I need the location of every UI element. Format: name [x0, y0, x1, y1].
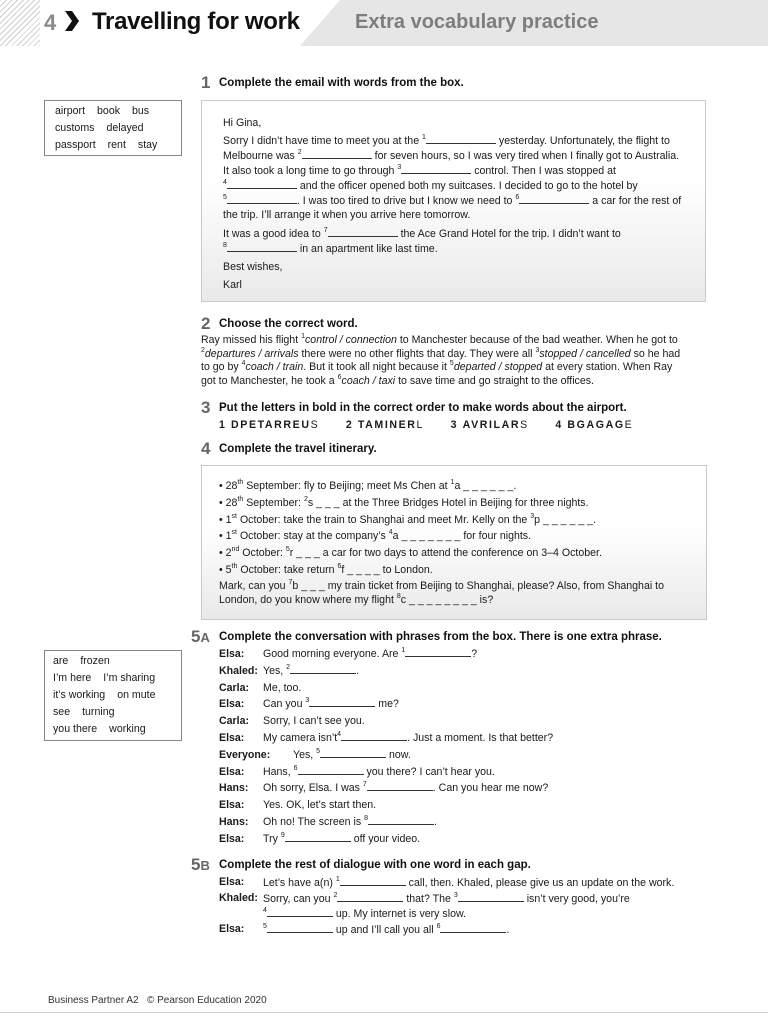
exercise-1-number: 1 [201, 73, 211, 92]
dialogue-5a [219, 646, 699, 848]
gap[interactable] [368, 814, 434, 825]
gap[interactable] [341, 730, 407, 741]
speaker: Elsa: [219, 698, 245, 711]
section-title: Extra vocabulary practice [355, 11, 599, 33]
speaker: Everyone: [219, 748, 271, 761]
speaker: Carla: [219, 681, 250, 694]
dialogue-line: Khaled: Yes, $^2$ . [219, 663, 699, 680]
gap[interactable] [401, 163, 471, 174]
email-text: Hi Gina, Sorry I didn’t have time to meet you at the $^1$ yesterday. Unfortunately, the flight to Melbourne was $^2$ for seven hours, so I was very tired when I finally got to Australia. It also took a long time to go through $^3$ control. Then I was stopped at $^4$ and the officer opened both my suitcases. I decided to go to the hotel by $^5$ . I was too tired to drive but I know we need to $^6$ a car for the rest of the trip. I’ll arrange it when you arrive here tomorrow. It was a good idea to $^7$ the Ace Grand Hotel for the trip. I didn’t want to $^8$ in an apartment like last time. Best wishes, Karl [223, 117, 682, 291]
gap[interactable] [267, 922, 333, 933]
footer: Business Partner A2 © Pearson Education 2020 [48, 995, 267, 1006]
exercise-5a-number: 5A [191, 627, 210, 646]
dialogue-line: Elsa: My camera $isn’t^4$ . Just a moment. Is that better? [219, 730, 699, 747]
gap[interactable] [227, 193, 297, 204]
dialogue-line: Elsa: Can you $^3$ me? [219, 696, 699, 713]
speaker: Hans: [219, 782, 249, 795]
speaker: Khaled: [219, 664, 258, 677]
dialogue-line: Elsa: Good morning everyone. Are $^1$ ? [219, 646, 699, 663]
dialogue-line: Everyone: Yes, $^5$ now. [219, 747, 699, 764]
gap[interactable] [458, 891, 524, 902]
speaker: Elsa: [219, 648, 245, 660]
exercise-4-title: Complete the travel itinerary. [219, 443, 377, 455]
exercise-5b-number: 5B [191, 855, 210, 874]
dialogue-line: Hans: Oh no! The screen is $^8$ . [219, 814, 699, 831]
speaker: Elsa: [219, 765, 245, 778]
exercise-3-title: Put the letters in bold in the correct order to make words about the airport. [219, 402, 627, 414]
exercise-2-text: Ray missed his flight $^1$control / connection to Manchester because of the bad weather. When he got to $^2$departures / arrivals there were no other flights that day. They were all $^3$stopped / cancelled so he had to go by $^4$coach / train. But it took all night because it $^5$departed / stopped at every station. When Ray got to Manchester, he took a $^6$coach / taxi to save time and go straight to the offices. [201, 333, 681, 387]
gap[interactable] [302, 148, 372, 159]
gap[interactable] [298, 764, 364, 775]
chevron-right-icon [63, 10, 79, 32]
unit-title: Travelling for work [92, 8, 300, 35]
speaker: Elsa: [219, 832, 245, 845]
exercise-3-number: 3 [201, 398, 211, 417]
dialogue-line: Elsa: Yes. OK, let’s start then. [219, 797, 699, 814]
gap[interactable] [290, 663, 356, 674]
gap[interactable] [285, 831, 351, 842]
gap[interactable] [519, 193, 589, 204]
unit-number: 4 [44, 10, 57, 35]
gap[interactable] [227, 241, 297, 252]
gap[interactable] [328, 226, 398, 237]
gap[interactable] [320, 747, 386, 758]
dialogue-line: Carla: Sorry, I can’t see you. [219, 713, 699, 730]
exercise-2-title: Choose the correct word. [219, 318, 358, 330]
itinerary-text: • 28th September: fly to Beijing; meet Ms Chen at $^1$a _ _ _ _ _ _. • 28th September: $^2$s _ _ _ at the Three Bridges Hotel in Beijing for three nights. • 1st October: take the train to Shanghai and meet Mr. Kelly on the $^3$p _ _ _ _ _ _. • 1st October: stay at the company’s $^4$a _ _ _ _ _ _ _ for four nights. • 2nd October: $^5$r _ _ _ a car for two days to attend the conference on 3–4 October. • 5th October: take return $^6$f _ _ _ _ to London. Mark, can you $^7$b _ _ _ my train ticket from Beijing to Shanghai, please? Also, from Shanghai to London, do you know where my flight $^8$c _ _ _ _ _ _ _ _ is? [219, 479, 664, 606]
word-box-1: airport book bus customs delayed passport rent stay [44, 100, 182, 156]
exercise-4-number: 4 [201, 439, 211, 458]
speaker: Hans: [219, 815, 249, 828]
dialogue-line: Elsa: Try $^9$ off your video. [219, 831, 699, 848]
gap[interactable] [309, 696, 375, 707]
speaker: Carla: [219, 715, 250, 728]
dialogue-line: Carla: Me, too. [219, 680, 699, 697]
gap[interactable] [227, 178, 297, 189]
gap[interactable] [337, 891, 403, 902]
gap[interactable] [426, 133, 496, 144]
dialogue-line: Elsa: Hans, $^6$ you there? I can’t hear you. [219, 764, 699, 781]
gap[interactable] [367, 780, 433, 791]
exercise-1-title: Complete the email with words from the box. [219, 77, 464, 89]
gap[interactable] [267, 906, 333, 917]
exercise-2-number: 2 [201, 314, 211, 333]
footer-divider [0, 1012, 768, 1013]
word-box-5a: are frozen I’m here I’m sharing it’s working on mute see turning you there working [44, 650, 182, 741]
dialogue-line: Hans: Oh sorry, Elsa. I was $^7$ . Can you hear me now? [219, 780, 699, 797]
dialogue-5b: Elsa: Let’s have a(n) $^1$ call, then. Khaled, please give us an update on the work. Khaled: Sorry, can you $^2$ that? The $^3$ isn’t very good, you’re $^4$ up. My internet is very slow. Elsa: $^5$ up and I’ll call you all $^6$ . [219, 876, 675, 936]
gap[interactable] [440, 922, 506, 933]
gap[interactable] [405, 646, 471, 657]
gap[interactable] [340, 875, 406, 886]
exercise-5b-title: Complete the rest of dialogue with one word in each gap. [219, 859, 531, 871]
exercise-5a-title: Complete the conversation with phrases from the box. There is one extra phrase. [219, 631, 662, 643]
exercise-3-anagrams: 1 DPETARREUS 2 TAMINERL 3 AVRILARS 4 BGAGAGE [219, 419, 634, 431]
speaker: Elsa: [219, 731, 245, 744]
speaker: Elsa: [219, 799, 245, 812]
